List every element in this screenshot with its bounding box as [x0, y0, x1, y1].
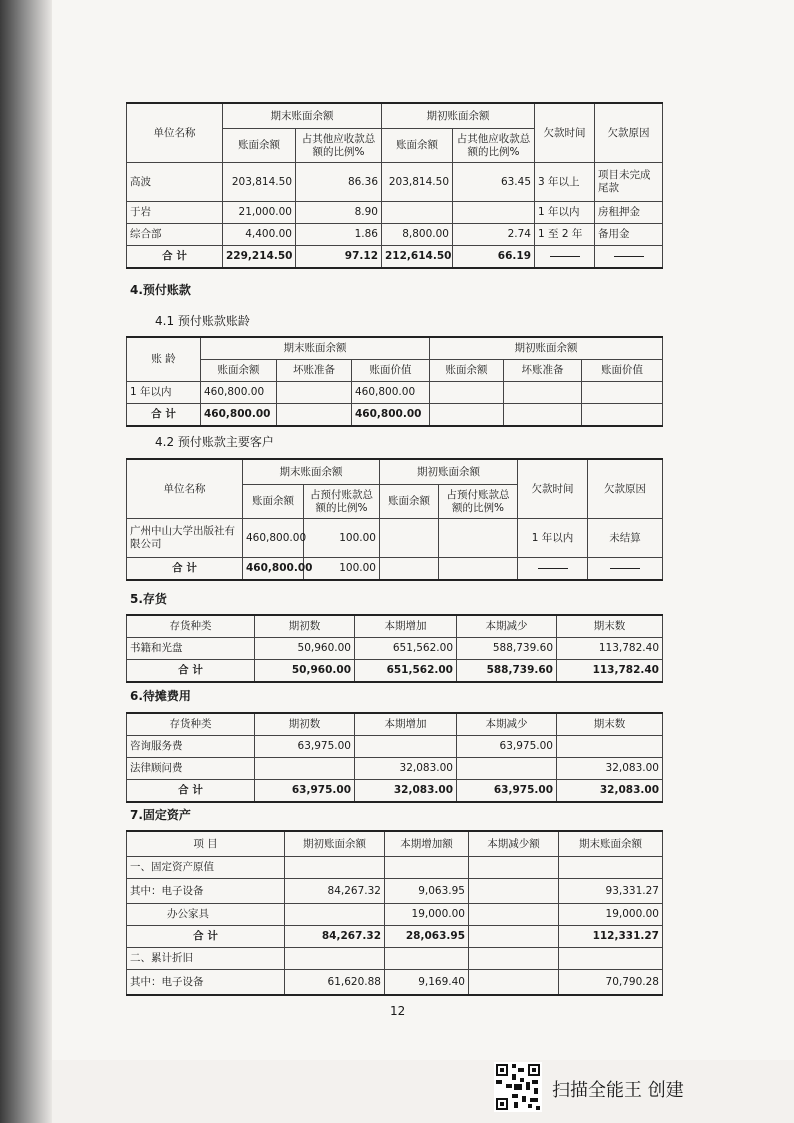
dash-mark [610, 568, 640, 569]
section-title: 6.待摊费用 [130, 689, 191, 703]
table-row: 书籍和光盘 50,960.00 651,562.00 588,739.60 113,782.40 [127, 638, 663, 660]
table-row: 其中：电子设备 84,267.32 9,063.95 93,331.27 [127, 879, 663, 904]
col-end-balance: 期末账面余额 [223, 103, 382, 129]
prepayment-aging-table: 账 龄 期末账面余额 期初账面余额 账面余额 坏账准备 账面价值 账面余额 坏账准备 账面价值 1 年以内 460,800.00 460,800.00 合 计 460,800.00 460,800.00 [126, 336, 662, 427]
table-row: 其中：电子设备 61,620.88 9,169.40 70,790.28 [127, 970, 663, 996]
section-title: 5.存货 [130, 592, 167, 606]
page-number: 12 [390, 1004, 406, 1018]
table-row: 二、累计折旧 [127, 948, 663, 970]
dash-mark [538, 568, 568, 569]
col-unit-name: 单位名称 [127, 103, 223, 163]
col-end-balance: 期末账面余额 [201, 337, 430, 360]
subsection-title: 4.1 预付账款账龄 [155, 314, 250, 328]
table-row: 法律顾问费 32,083.00 32,083.00 [127, 758, 663, 780]
total-row: 合 计 63,975.00 32,083.00 63,975.00 32,083.00 [127, 780, 663, 803]
dash-mark [550, 256, 580, 257]
prepayment-customers-table: 单位名称 期末账面余额 期初账面余额 欠款时间 欠款原因 账面余额 占预付账款总额的比例% 账面余额 占预付账款总额的比例% 广州中山大学出版社有限公司 460,800.00 100.00 1 年以内 未结算 合 计 460,800.00 100.00 [126, 458, 662, 581]
qr-code-icon [494, 1062, 542, 1112]
dash-mark [614, 256, 644, 257]
section-title: 4.预付账款 [130, 283, 191, 297]
watermark-text: 扫描全能王 创建 [552, 1080, 684, 1101]
other-receivables-table [126, 102, 662, 269]
total-row: 合 计 460,800.00 100.00 [127, 558, 663, 581]
table-row: 办公家具 19,000.00 19,000.00 [127, 904, 663, 926]
table-row: 广州中山大学出版社有限公司 460,800.00 100.00 1 年以内 未结算 [127, 519, 663, 558]
col-begin-balance: 期初账面余额 [430, 337, 663, 360]
total-row: 合 计 460,800.00 460,800.00 [127, 404, 663, 427]
table-row: 1 年以内 460,800.00 460,800.00 [127, 382, 663, 404]
col-book-balance: 账面余额 [382, 129, 453, 163]
col-ratio: 占其他应收款总额的比例% [453, 129, 535, 163]
col-begin-balance: 期初账面余额 [382, 103, 535, 129]
subsection-title: 4.2 预付账款主要客户 [155, 435, 274, 449]
col-debt-time: 欠款时间 [535, 103, 595, 163]
col-ratio: 占其他应收款总额的比例% [296, 129, 382, 163]
col-debt-reason: 欠款原因 [595, 103, 663, 163]
total-row: 合 计 50,960.00 651,562.00 588,739.60 113,782.40 [127, 660, 663, 683]
prepaid-expenses-table: 存货种类 期初数 本期增加 本期减少 期末数 咨询服务费 63,975.00 63,975.00 法律顾问费 32,083.00 32,083.00 合 计 63,975.00 32,083.00 63,975.00 32,083.00 [126, 712, 662, 803]
total-row: 合 计 229,214.50 97.12 212,614.50 66.19 [127, 246, 663, 269]
table-row: 高波 203,814.50 86.36 203,814.50 63.45 3 年以上 项目未完成尾款 [127, 163, 663, 202]
col-age: 账 龄 [127, 337, 201, 382]
col-book-balance: 账面余额 [223, 129, 296, 163]
section-title: 7.固定资产 [130, 808, 191, 822]
scan-edge-shadow [0, 0, 52, 1123]
fixed-assets-table: 项 目 期初账面余额 本期增加额 本期减少额 期末账面余额 一、固定资产原值 其中：电子设备 84,267.32 9,063.95 93,331.27 办公家具 19,000.00 19,000.00 合 计 84,267.32 28,063.95 112,331.27 二、累计折旧 其中：电子设备 61,620.88 9,169.40 70,790.28 [126, 830, 662, 996]
table-row: 于岩 21,000.00 8.90 1 年以内 房租押金 [127, 202, 663, 224]
total-row: 合 计 84,267.32 28,063.95 112,331.27 [127, 926, 663, 948]
table-row: 咨询服务费 63,975.00 63,975.00 [127, 736, 663, 758]
table-row: 综合部 4,400.00 1.86 8,800.00 2.74 1 至 2 年 备用金 [127, 224, 663, 246]
table-row: 一、固定资产原值 [127, 857, 663, 879]
inventory-table: 存货种类 期初数 本期增加 本期减少 期末数 书籍和光盘 50,960.00 651,562.00 588,739.60 113,782.40 合 计 50,960.00 651,562.00 588,739.60 113,782.40 [126, 614, 662, 683]
